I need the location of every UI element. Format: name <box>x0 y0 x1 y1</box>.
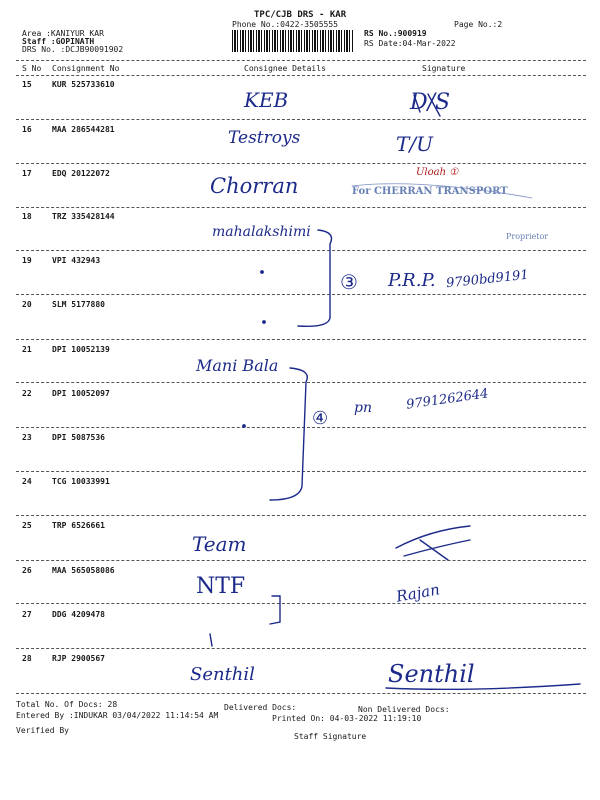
handwritten-phone: 9791262644 <box>405 386 490 413</box>
handwritten-consignee: Testroys <box>228 128 301 148</box>
signature-scribble-r15 <box>414 94 440 116</box>
handwritten-note: Uloah ① <box>416 167 459 178</box>
row-consignment: TCG 10033991 <box>52 477 110 486</box>
column-consignment: Consignment No <box>52 64 120 73</box>
handwritten-consignee: mahalakshimi <box>212 224 311 240</box>
bracket-rows-21-24 <box>270 368 307 500</box>
drs-number: DRS No. :DCJB90091902 <box>22 45 124 54</box>
signature-scribble-r17 <box>352 184 532 198</box>
handwritten-signature: P.R.P. <box>388 270 436 291</box>
rs-number: RS No.:900919 <box>364 29 427 38</box>
row-sno: 20 <box>22 300 32 309</box>
signature-underline-r28 <box>386 684 580 689</box>
rs-date: RS Date:04-Mar-2022 <box>364 39 456 48</box>
ink-dot <box>243 425 245 427</box>
ink-dot <box>261 271 263 273</box>
handwritten-signature: T/U <box>396 132 433 156</box>
row-consignment: DPI 10052139 <box>52 345 110 354</box>
handwritten-signature: Senthil <box>388 660 475 688</box>
row-consignment: DDG 4209478 <box>52 610 105 619</box>
handwritten-consignee: Mani Bala <box>196 356 279 375</box>
ink-dot <box>263 321 265 323</box>
proprietor-stamp: Proprietor <box>506 232 549 241</box>
handwritten-signature: pn <box>354 400 372 416</box>
staff-signature: Staff Signature <box>294 732 367 741</box>
group-count: ③ <box>340 270 358 294</box>
handwritten-consignee: Team <box>192 532 247 556</box>
group-count: ④ <box>312 408 329 429</box>
handwritten-phone: 9790bd9191 <box>445 267 530 292</box>
row-sno: 27 <box>22 610 32 619</box>
delivered-docs: Delivered Docs: <box>224 703 297 712</box>
row-consignment: SLM 5177880 <box>52 300 105 309</box>
handwritten-consignee: NTF <box>196 574 246 599</box>
row-consignment: DPI 5087536 <box>52 433 105 442</box>
row-sno: 18 <box>22 212 32 221</box>
row-consignment: RJP 2900567 <box>52 654 105 663</box>
row-consignment: EDQ 20122072 <box>52 169 110 178</box>
row-sno: 19 <box>22 256 32 265</box>
row-sno: 16 <box>22 125 32 134</box>
row-consignment: KUR 525733610 <box>52 80 115 89</box>
row-sno: 21 <box>22 345 32 354</box>
handwritten-signature: Rajan <box>394 580 442 606</box>
verified-by: Verified By <box>16 726 69 735</box>
handwritten-consignee: Senthil <box>190 664 255 685</box>
handwritten-signature: D/S <box>410 90 451 115</box>
printed-on: Printed On: 04-03-2022 11:19:10 <box>272 714 422 723</box>
staff-label: Staff :GOPINATH <box>22 37 95 46</box>
row-sno: 22 <box>22 389 32 398</box>
row-consignment: VPI 432943 <box>52 256 101 265</box>
company-stamp: For CHERRAN TRANSPORT <box>352 186 508 197</box>
row-consignment: TRP 6526661 <box>52 521 105 530</box>
column-sno: S No <box>22 64 42 73</box>
entered-by: Entered By :INDUKAR 03/04/2022 11:14:54 AM <box>16 711 219 720</box>
row-sno: 23 <box>22 433 32 442</box>
row-consignment: DPI 10052097 <box>52 389 110 398</box>
phone-number: Phone No.:0422-3505555 <box>232 20 338 29</box>
non-delivered-docs: Non Delivered Docs: <box>358 705 450 714</box>
row-consignment: TRZ 335428144 <box>52 212 115 221</box>
column-consignee: Consignee Details <box>244 64 326 73</box>
row-sno: 15 <box>22 80 32 89</box>
area-label: Area :KANIYUR KAR <box>22 29 104 38</box>
signature-scribble-r25 <box>396 526 470 560</box>
row-consignment: MAA 565058086 <box>52 566 115 575</box>
bracket-r26 <box>270 596 280 624</box>
document-title: TPC/CJB DRS - KAR <box>254 10 347 20</box>
column-signature: Signature <box>422 64 466 73</box>
total-docs: Total No. Of Docs: 28 <box>16 700 118 709</box>
handwritten-consignee: KEB <box>244 88 289 112</box>
row-sno: 24 <box>22 477 32 486</box>
page-number: Page No.:2 <box>454 20 503 29</box>
ink-tick <box>210 634 212 646</box>
row-sno: 25 <box>22 521 32 530</box>
bracket-rows-18-20 <box>298 230 332 326</box>
row-sno: 28 <box>22 654 32 663</box>
handwritten-consignee: Chorran <box>210 174 299 198</box>
row-sno: 26 <box>22 566 32 575</box>
row-sno: 17 <box>22 169 32 178</box>
row-consignment: MAA 286544281 <box>52 125 115 134</box>
